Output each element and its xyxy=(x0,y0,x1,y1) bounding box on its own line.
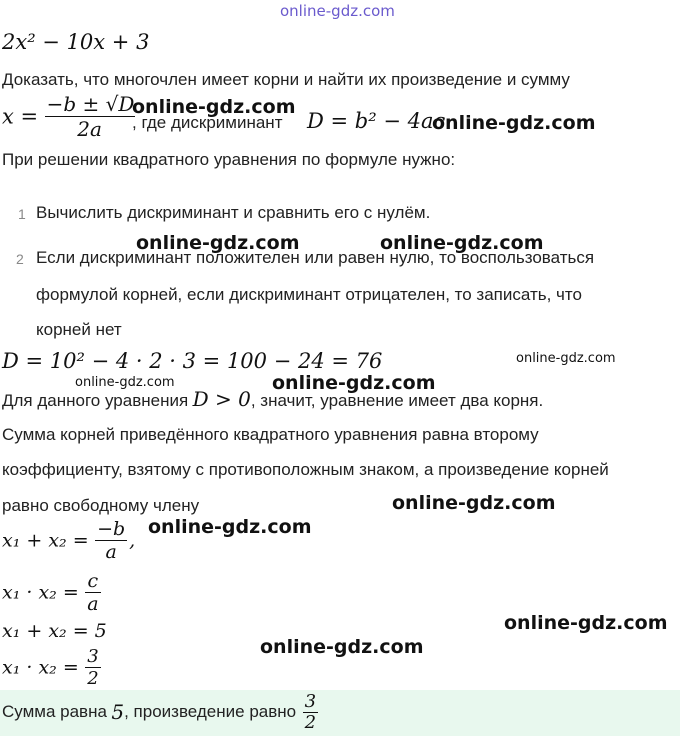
watermark: online-gdz.com xyxy=(392,492,556,514)
product-lhs: x₁ · x₂ = xyxy=(2,581,79,604)
formula-tail-text: , где дискриминант xyxy=(132,113,283,132)
watermark: online-gdz.com xyxy=(432,112,596,134)
sum-result: x₁ + x₂ = 5 xyxy=(2,620,107,642)
positive-math: D > 0 xyxy=(192,387,251,411)
answer-sum: 5 xyxy=(111,700,125,724)
step-number: 2 xyxy=(16,251,24,267)
sum-formula xyxy=(2,518,135,563)
vieta-text-line: коэффициенту, взятому с противоположным знаком, а произведение корней xyxy=(2,460,609,479)
task-text: Доказать, что многочлен имеет корни и найти их произведение и сумму xyxy=(2,70,570,89)
vieta-text-line: равно свободному члену xyxy=(2,496,200,515)
step-text: Вычислить дискриминант и сравнить его с нулём. xyxy=(36,203,431,222)
product-denominator: a xyxy=(87,593,99,615)
formula-fraction xyxy=(45,92,137,141)
watermark: online-gdz.com xyxy=(516,351,616,366)
positive-text-a: Для данного уравнения xyxy=(2,391,189,410)
product-fraction xyxy=(85,570,100,615)
product-numerator: c xyxy=(87,570,99,592)
product-result-numerator: 3 xyxy=(87,646,99,667)
discriminant-formula: D = b² − 4ac xyxy=(307,109,446,133)
product-result-fraction xyxy=(85,646,100,689)
watermark: online-gdz.com xyxy=(272,372,436,394)
answer-fraction xyxy=(303,692,318,733)
step-text-line: Если дискриминант положителен или равен нулю, то воспользоваться xyxy=(36,248,595,267)
steps-intro: При решении квадратного уравнения по формуле нужно: xyxy=(2,150,456,169)
step-text-line: формулой корней, если дискриминант отрицателен, то записать, что xyxy=(36,285,582,304)
product-result xyxy=(2,646,103,689)
answer-denominator: 2 xyxy=(304,711,317,733)
positive-text-b: , значит, уравнение имеет два корня. xyxy=(250,391,544,410)
polynomial-expression: 2x² − 10x + 3 xyxy=(2,30,150,54)
step-number: 1 xyxy=(18,206,26,222)
formula-denominator: 2a xyxy=(45,116,135,141)
sum-numerator: −b xyxy=(97,518,126,540)
sum-fraction xyxy=(95,518,127,563)
sum-lhs: x₁ + x₂ = xyxy=(2,529,89,552)
vieta-text-line: Сумма корней приведённого квадратного уравнения равна второму xyxy=(2,425,539,444)
watermark: online-gdz.com xyxy=(380,232,544,254)
watermark: online-gdz.com xyxy=(132,96,296,118)
watermark: online-gdz.com xyxy=(260,636,424,658)
answer-numerator: 3 xyxy=(304,690,317,712)
formula-numerator: −b ± √D xyxy=(46,92,135,116)
discriminant-calculation: D = 10² − 4 · 2 · 3 = 100 − 24 = 76 xyxy=(2,349,383,373)
answer-line xyxy=(2,688,320,736)
root-formula xyxy=(2,92,138,146)
watermark: online-gdz.com xyxy=(504,612,668,634)
sum-tail: , xyxy=(129,529,136,552)
watermark: online-gdz.com xyxy=(75,375,175,390)
watermark-top: online-gdz.com xyxy=(280,2,395,20)
product-formula xyxy=(2,570,103,615)
step-text-line: корней нет xyxy=(36,320,122,339)
answer-text-b: , произведение равно xyxy=(124,702,297,721)
product-result-denominator: 2 xyxy=(87,668,99,689)
watermark: online-gdz.com xyxy=(148,516,312,538)
watermark: online-gdz.com xyxy=(136,232,300,254)
sum-denominator: a xyxy=(95,540,127,563)
formula-lhs: x = xyxy=(2,104,39,129)
product-result-lhs: x₁ · x₂ = xyxy=(2,656,79,679)
answer-text-a: Сумма равна xyxy=(2,702,107,721)
